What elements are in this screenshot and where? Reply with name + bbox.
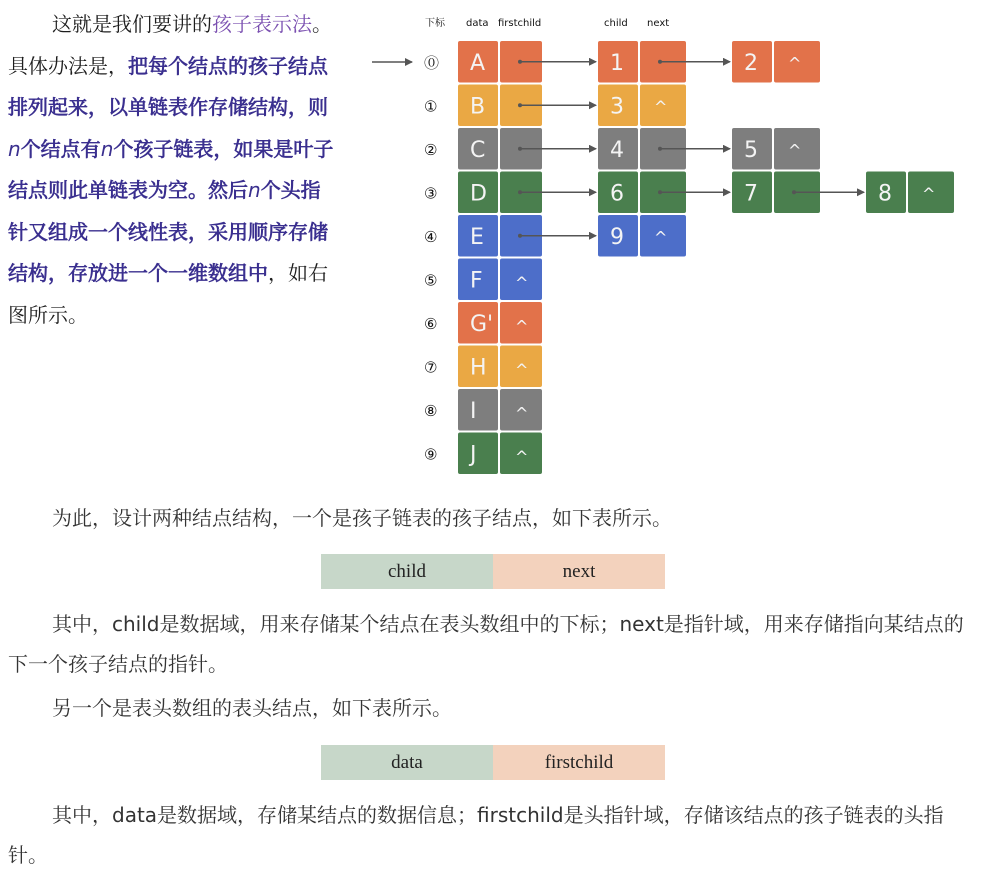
intro-text-2: 。具体办法是，: [8, 12, 332, 78]
intro-bold-text-4: 个头指针又组成一个线性表，采用顺序存储结构，存放进一个一维数组中: [8, 178, 328, 285]
null-pointer-symbol: ^: [515, 447, 529, 467]
row-index-label: ⑤: [424, 271, 438, 290]
child-cell-label: 6: [610, 181, 624, 207]
child-node: [598, 85, 686, 127]
header-index: 下标: [425, 18, 445, 29]
child-node: [598, 215, 686, 257]
child-cell-label: 2: [744, 51, 758, 76]
child-cell-label: 5: [744, 138, 758, 163]
null-pointer-symbol: ^: [654, 228, 668, 247]
data-cell-label: J: [470, 442, 477, 468]
paragraph-head-node: 另一个是表头数组的表头结点，如下表所示。: [52, 696, 452, 720]
row-index-label: ②: [424, 141, 438, 159]
paragraph-child-next-explanation: 其中，child是数据域，用来存储某个结点在表头数组中的下标；next是指针域，用来存储指向某结点的下一个孩子结点的指针。: [8, 612, 964, 676]
intro-bold-text-1: 把每个结点的孩子结点排列起来，以单链表作存储结构，则: [8, 53, 328, 119]
child-field-cell: child: [321, 554, 493, 589]
row-index-label: ⑧: [424, 402, 438, 420]
data-cell-label: E: [470, 225, 484, 250]
child-cell-label: 9: [610, 225, 624, 250]
data-cell-label: A: [470, 51, 486, 76]
null-pointer-symbol: ^: [922, 184, 936, 204]
head-node-structure-table: [321, 745, 665, 780]
data-cell: [458, 433, 498, 475]
row-index-label: ⑥: [424, 315, 438, 333]
data-cell-label: F: [470, 268, 483, 294]
row-index-label: ⓪: [424, 54, 440, 72]
header-next: next: [647, 18, 670, 29]
null-pointer-symbol: ^: [515, 360, 529, 380]
intro-text-3: ，如右图所示。: [8, 261, 328, 327]
firstchild-field-cell: firstchild: [493, 745, 665, 780]
null-pointer-symbol: ^: [788, 141, 802, 160]
data-cell-label: D: [470, 181, 487, 207]
child-node-structure-table: [321, 554, 665, 589]
child-cell-label: 4: [610, 138, 624, 163]
row-index-label: ⑦: [424, 358, 438, 377]
row-index-label: ①: [424, 97, 438, 116]
null-pointer-symbol: ^: [515, 317, 529, 336]
next-field-cell: next: [493, 554, 665, 589]
header-child: child: [604, 18, 628, 29]
paragraph-node-structures: 为此，设计两种结点结构，一个是孩子链表的孩子结点，如下表所示。: [52, 506, 672, 530]
intro-n-1: n: [8, 136, 21, 161]
child-cell-label: 7: [744, 181, 758, 207]
data-cell-label: C: [470, 138, 486, 163]
data-cell-label: G': [470, 312, 494, 337]
header-data: data: [466, 18, 489, 29]
head-array-row: [424, 259, 542, 301]
child-cell-label: 8: [878, 181, 892, 207]
data-cell: [458, 389, 498, 431]
intro-bold-text-2: 个结点有: [20, 136, 101, 161]
child-cell-label: 3: [610, 94, 624, 120]
null-pointer-symbol: ^: [515, 273, 529, 293]
intro-text-1: 这就是我们要讲的: [52, 12, 212, 36]
null-pointer-symbol: ^: [515, 404, 529, 423]
data-cell-label: I: [470, 399, 477, 424]
head-array-row: [424, 346, 542, 388]
head-array-row: [424, 389, 542, 431]
child-cell-label: 1: [610, 51, 624, 76]
header-firstchild: firstchild: [498, 18, 542, 29]
data-cell-label: B: [470, 94, 486, 120]
head-array-row: [424, 433, 542, 475]
paragraph-data-firstchild-explanation: 其中，data是数据域，存储某结点的数据信息；firstchild是头指针域，存储该结点的孩子链表的头指针。: [8, 803, 944, 867]
intro-n-3: n: [248, 178, 261, 202]
data-cell-label: H: [470, 355, 487, 381]
row-index-label: ④: [424, 228, 438, 246]
intro-bold-text-3: 个孩子链表，如果是叶子结点则此单链表为空。然后: [8, 136, 334, 202]
intro-highlight-term: 孩子表示法: [212, 12, 312, 36]
child-node: [732, 41, 820, 83]
child-node: [732, 128, 820, 170]
head-array-row: [424, 302, 542, 344]
null-pointer-symbol: ^: [654, 97, 668, 117]
child-node: [866, 172, 954, 214]
row-index-label: ⑨: [424, 445, 438, 464]
null-pointer-symbol: ^: [788, 54, 802, 73]
data-field-cell: data: [321, 745, 493, 780]
row-index-label: ③: [424, 184, 438, 203]
intro-n-2: n: [100, 136, 114, 161]
